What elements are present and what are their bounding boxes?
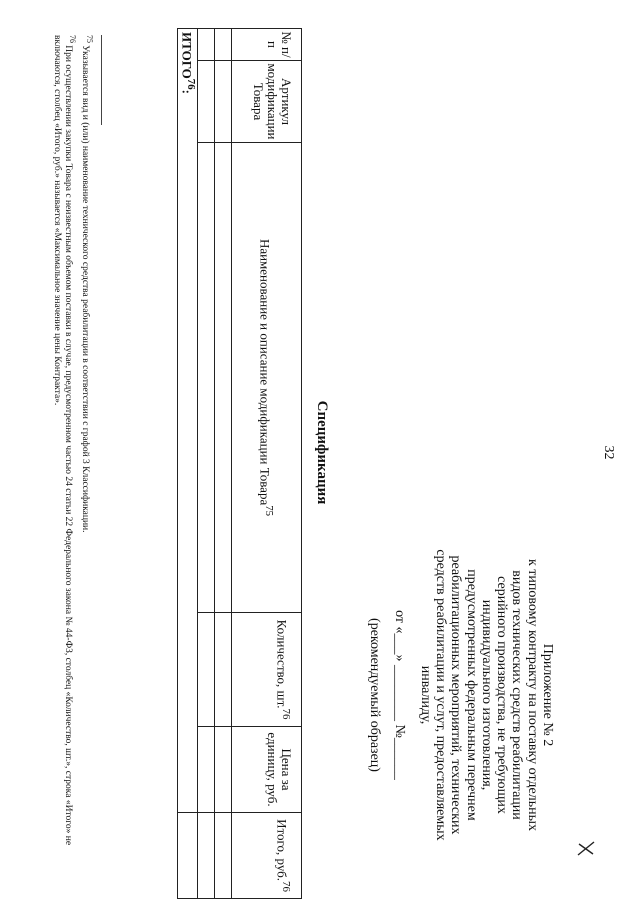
appendix-line: индивидуального изготовления, bbox=[478, 599, 494, 791]
table-cell bbox=[215, 61, 232, 143]
header-unit-price: Цена за единицу, руб. bbox=[232, 727, 302, 813]
appendix-title: Приложение № 2 bbox=[540, 643, 555, 747]
appendix-line: серийного производства, не требующих bbox=[494, 576, 510, 814]
header-total: Итого, руб.$^{76}$ bbox=[232, 813, 302, 899]
appendix-line: видов технических средств реабилитации bbox=[509, 570, 525, 820]
footnote-ref: 76 bbox=[280, 881, 292, 892]
total-label: ИТОГО$^{76}$: bbox=[178, 29, 198, 813]
header-article: Артикул модификации Товара bbox=[232, 61, 302, 143]
footnote-divider bbox=[101, 35, 102, 125]
header-quantity: Количество, шт.$^{76}$ bbox=[232, 613, 302, 727]
specification-table bbox=[177, 28, 302, 899]
appendix-line: к типовому контракту на поставку отдельных bbox=[524, 559, 540, 831]
handwritten-mark-icon bbox=[575, 840, 597, 858]
appendix-header bbox=[367, 485, 555, 905]
appendix-line: предусмотренных федеральным перечнем bbox=[463, 569, 479, 821]
footnote-75: $^{75}$ Указывается вид и (или) наименование технического средства реабилитации в соответствии с графой 3 Классификации. bbox=[79, 35, 94, 533]
total-row bbox=[178, 29, 198, 899]
table-cell bbox=[215, 613, 232, 727]
appendix-line: инвалиду, bbox=[417, 665, 433, 725]
page-number: 32 bbox=[601, 445, 616, 460]
footnote-ref: 75 bbox=[262, 505, 275, 517]
table-cell bbox=[215, 29, 232, 61]
table-row bbox=[215, 29, 232, 899]
table-cell bbox=[198, 813, 215, 899]
table-cell bbox=[198, 613, 215, 727]
total-value-cell bbox=[178, 813, 198, 899]
header-number: № п/п bbox=[232, 29, 302, 61]
table-cell bbox=[198, 61, 215, 143]
table-cell bbox=[215, 813, 232, 899]
table-cell bbox=[215, 727, 232, 813]
footnote-76: $^{76}$ При осуществлении закупки Товара с неизвестным объемом поставки в случае, предусмотренном частью 24 статьи 22 Федерального закона № 44-ФЗ, столбец «Количество, шт.», строка «Итого» не включаются, столбец «Итого, руб.» называется «Максимальное значение цены Контракта». bbox=[51, 35, 78, 846]
table-cell bbox=[198, 29, 215, 61]
footnotes bbox=[50, 35, 95, 865]
table-cell bbox=[198, 727, 215, 813]
table-cell bbox=[215, 143, 232, 613]
appendix-line: реабилитационных мероприятий, технических bbox=[448, 555, 464, 835]
table-header-row bbox=[232, 29, 302, 899]
date-number-line: от «___» ________ №______ bbox=[392, 610, 408, 780]
spec-title: Спецификация bbox=[314, 400, 330, 505]
appendix-line: средств реабилитации и услут, предоставляемых bbox=[432, 549, 448, 841]
footnote-ref: 76 bbox=[280, 708, 292, 720]
header-name-description: Наименование и описание модификации Товара$^{75}$ bbox=[232, 143, 302, 613]
table-row bbox=[198, 29, 215, 899]
recommended-sample-note: (рекомендуемый образец) bbox=[367, 618, 383, 772]
footnote-ref: 76 bbox=[184, 78, 197, 90]
table-cell bbox=[198, 143, 215, 613]
